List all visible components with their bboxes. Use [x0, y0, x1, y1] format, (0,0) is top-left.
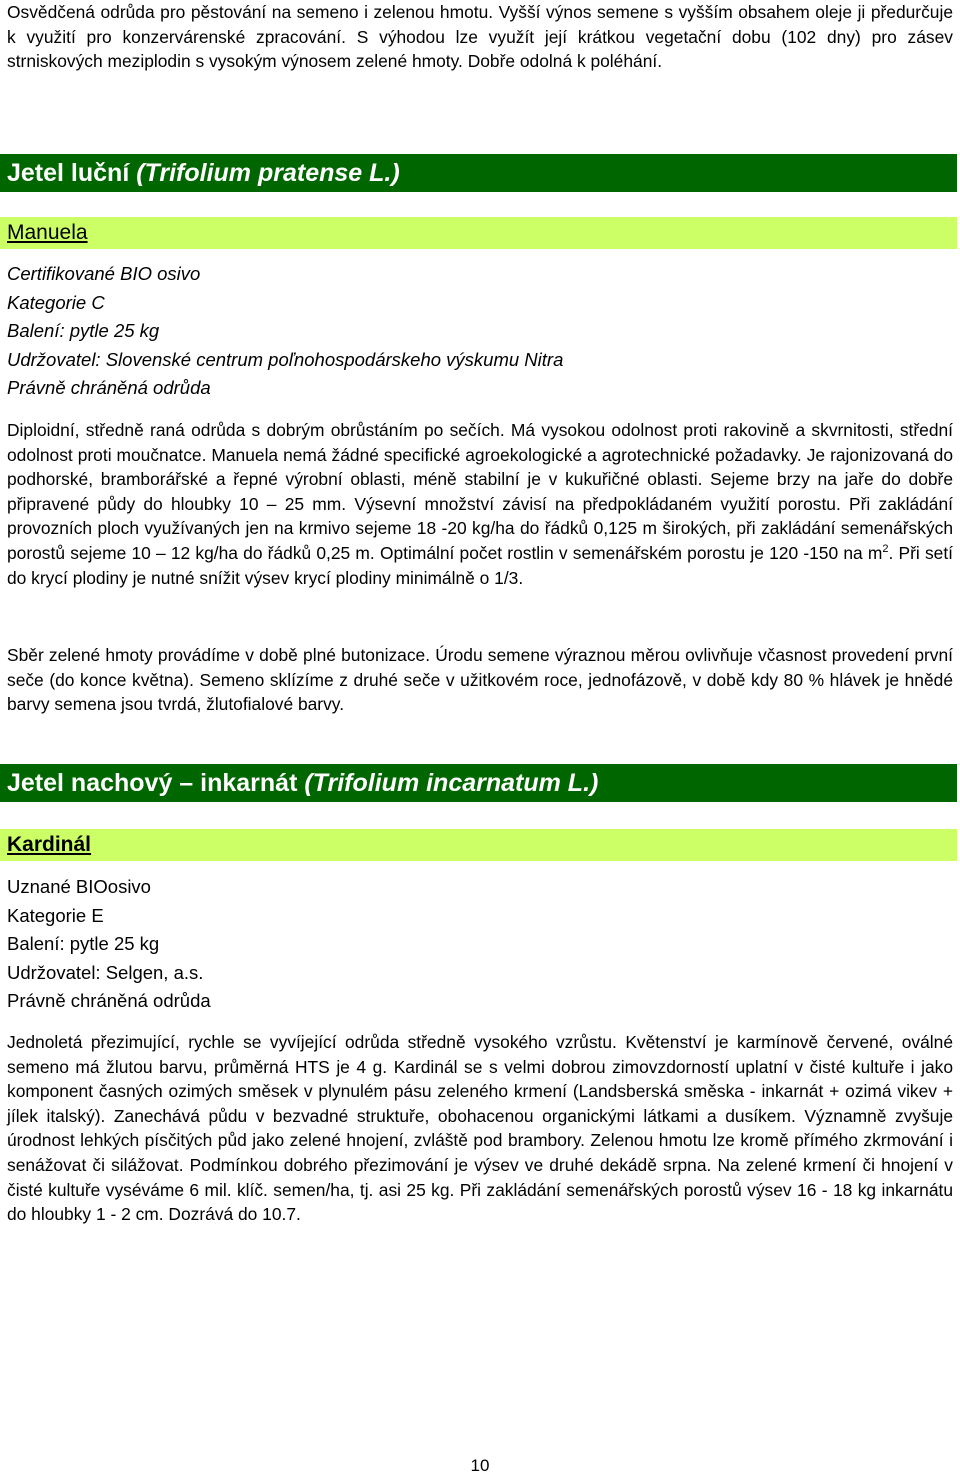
protection-label: Právně chráněná odrůda [7, 990, 211, 1012]
section-header-trifolium-pratense [0, 154, 957, 192]
category-label: Kategorie C [7, 291, 105, 313]
page-number: 10 [470, 1456, 490, 1475]
section-title-latin: (Trifolium incarnatum L.) [304, 769, 599, 797]
section-title-plain: Jetel nachový – inkarnát [7, 769, 305, 797]
category-label: Kategorie E [7, 904, 104, 926]
certification-label: Uznané BIOosivo [7, 876, 151, 897]
packaging-label: Balení: pytle 25 kg [7, 320, 160, 342]
maintainer-label: Udržovatel: Slovenské centrum poľnohospodárskeho výskumu Nitra [7, 348, 564, 370]
kardinal-description: Jednoletá přezimující, rychle se vyvíjející odrůda středně vysokého vzrůstu. Květenství je karmínově červené, oválné semeno má žlutou barvu, průměrná HTS je 4 g. Kardinál se s velmi dobrou zimovzdorností uplatní v čisté kultuře i jako komponent časných ozimých směsek v plynulém pásu zeleného krmení (Landsberská směska - inkarnát + ozimá vikev + jílek italský). Zanechává půdu v bezvadné struktuře, obohacenou organickými látkami a dusíkem. Významně zvyšuje úrodnost lehkých písčitých půd jako zelené hnojení, zvláště pod brambory. Zelenou hmotu lze kromě přímého zkrmování i senážovat či silážovat. Podmínkou dobrého přezimování je výsev ve druhé dekádě srpna. Na zelené krmení či hnojení v čisté kultuře vyséváme 6 mil. klíč. semen/ha, tj. asi 25 kg. Při zakládání semenářských porostů výsev 16 - 18 kg inkarnátu do hloubky 1 - 2 cm. Dozrává do 10.7. [7, 1032, 953, 1225]
variety-name-manuela: Manuela [0, 217, 957, 249]
variety-meta-kardinal [7, 873, 211, 1016]
variety-name-kardinal: Kardinál [0, 829, 957, 861]
maintainer-label: Udržovatel: Selgen, a.s. [7, 961, 204, 983]
section-title-plain: Jetel luční [7, 159, 137, 187]
packaging-label: Balení: pytle 25 kg [7, 933, 160, 955]
manuela-description: Diploidní, středně raná odrůda s dobrým obrůstáním po sečích. Má vysokou odolnost proti rakovině a skvrnitosti, střední odolnost proti moučnatce. Manuela nemá žádné specifické agroekologické a agrotechnické požadavky. Je rajonizovaná do podhorské, bramborářské a řepné výrobní oblasti, méně stabilní je v kukuřičné oblasti. Sejeme brzy na jaře do dobře připravené půdy do hloubky 10 – 25 mm. Výsevní množství závisí na předpokládaném využití porostu. Při zakládání provozních ploch využívaných jen na krmivo sejeme 18 -20 kg/ha do řádků 0,125 m širokých, při zakládání semenářských porostů sejeme 10 – 12 kg/ha do řádků 0,25 m. Optimální počet rostlin v semenářském porostu je 120 -150 na $m^2$. Při setí do krycí plodiny je nutné snížit výsev krycí plodiny minimálně o 1/3. [7, 420, 953, 588]
intro-paragraph: Osvědčená odrůda pro pěstování na semeno i zelenou hmotu. Vyšší výnos semene s vyšším obsahem oleje ji předurčuje k využití pro konzervárenské zpracování. S výhodou lze využít její krátkou vegetační dobu (102 dny) pro zásev strniskových meziplodin s vysokým výnosem zelené hmoty. Dobře odolná k poléhání. [7, 2, 953, 72]
section-header-trifolium-incarnatum [0, 764, 957, 802]
manuela-harvest-paragraph: Sběr zelené hmoty provádíme v době plné butonizace. Úrodu semene výraznou měrou ovlivňuje včasnost provedení první seče (do konce května). Semeno sklízíme z druhé seče v užitkovém roce, jednofázově, v době kdy 80 % hlávek je hnědé barvy semena jsou tvrdá, žlutofialové barvy. [7, 645, 953, 715]
section-title-latin: (Trifolium pratense L.) [136, 159, 400, 187]
protection-label: Právně chráněná odrůda [7, 377, 211, 399]
variety-meta-manuela [7, 260, 563, 403]
superscript: 2 [882, 543, 889, 556]
certification-label: Certifikované BIO osivo [7, 263, 201, 284]
